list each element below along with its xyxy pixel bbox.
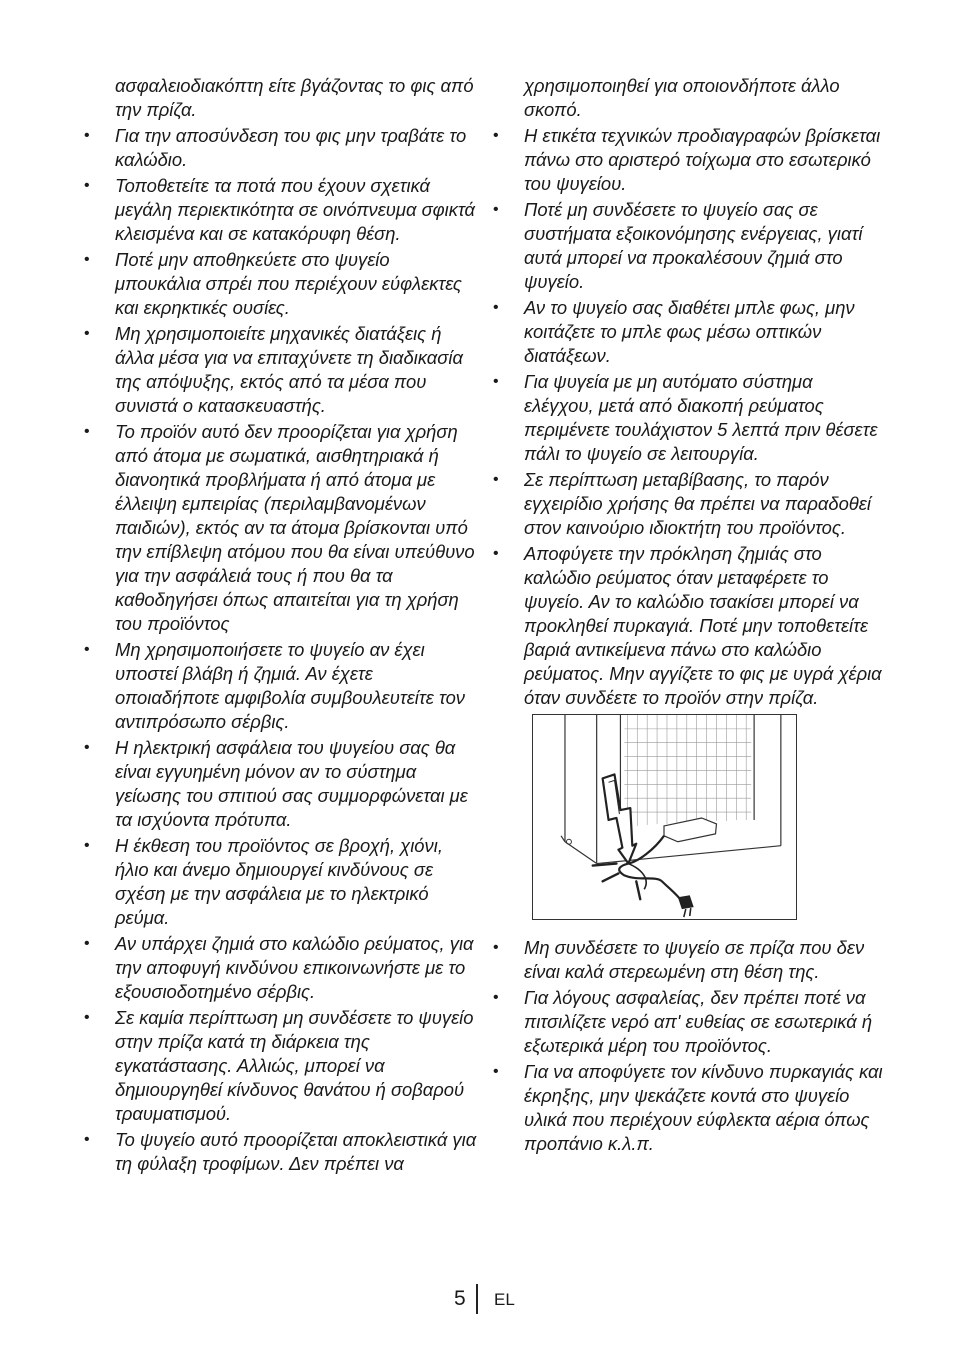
list-item-text: Σε περίπτωση μεταβίβασης, το παρόν εγχειρίδιο χρήσης θα πρέπει να παραδοθεί στον καινούριο ιδιοκτήτη του προϊόντος. bbox=[524, 469, 871, 538]
bullet-icon: • bbox=[493, 939, 499, 956]
bullet-icon: • bbox=[493, 373, 499, 390]
list-item-text: χρησιμοποιηθεί για οποιονδήποτε άλλο σκοπό. bbox=[524, 75, 840, 120]
list-item-text: Η ετικέτα τεχνικών προδιαγραφών βρίσκεται πάνω στο αριστερό τοίχωμα στο εσωτερικό του ψυγείου. bbox=[524, 125, 881, 194]
bullet-icon: • bbox=[84, 177, 90, 194]
list-item bbox=[491, 468, 886, 540]
bullet-icon: • bbox=[84, 127, 90, 144]
power-cord-drawing bbox=[533, 715, 796, 919]
list-item bbox=[82, 248, 477, 320]
bullet-icon: • bbox=[84, 1131, 90, 1148]
list-item-text: Αν υπάρχει ζημιά στο καλώδιο ρεύματος, για την αποφυγή κινδύνου επικοινωνήστε με το εξουσιοδοτημένο σέρβις. bbox=[115, 933, 474, 1002]
list-item-text: Για να αποφύγετε τον κίνδυνο πυρκαγιάς και έκρηξης, μην ψεκάζετε κοντά στο ψυγείο υλικά που περιέχουν εύφλεκτα αέρια όπως προπάνιο κ.λ.π. bbox=[524, 1061, 883, 1154]
list-item-text: Αν το ψυγείο σας διαθέτει μπλε φως, μην κοιτάζετε το μπλε φως μέσω οπτικών διατάξεων. bbox=[524, 297, 855, 366]
list-item-text: Μη χρησιμοποιήσετε το ψυγείο αν έχει υποστεί βλάβη ή ζημιά. Αν έχετε οποιαδήποτε αμφιβολία συμβουλευτείτε τον αντιπρόσωπο σέρβις. bbox=[115, 639, 465, 732]
list-item bbox=[491, 74, 886, 122]
page-footer bbox=[0, 1284, 954, 1314]
list-item bbox=[491, 936, 886, 984]
list-item-text: Τοποθετείτε τα ποτά που έχουν σχετικά μεγάλη περιεκτικότητα σε οινόπνευμα σφικτά κλεισμένα και σε κατακόρυφη θέση. bbox=[115, 175, 476, 244]
list-item bbox=[82, 1006, 477, 1126]
list-item bbox=[491, 124, 886, 196]
list-item-text: Για λόγους ασφαλείας, δεν πρέπει ποτέ να πιτσιλίζετε νερό απ' ευθείας σε εσωτερικά ή εξωτερικά μέρη του προϊόντος. bbox=[524, 987, 873, 1056]
list-item bbox=[491, 296, 886, 368]
page-number: 5 bbox=[454, 1287, 466, 1310]
list-item bbox=[82, 124, 477, 172]
list-item-text: Η ηλεκτρική ασφάλεια του ψυγείου σας θα είναι εγγυημένη μόνον αν το σύστημα γείωσης του σπιτιού σας συμμορφώνεται με τα ισχύοντα πρότυπα. bbox=[115, 737, 468, 830]
bullet-icon: • bbox=[493, 989, 499, 1006]
list-item-text: ασφαλειοδιακόπτη είτε βγάζοντας το φις από την πρίζα. bbox=[115, 75, 474, 120]
list-item bbox=[82, 322, 477, 418]
right-column bbox=[491, 74, 886, 1158]
bullet-icon: • bbox=[84, 935, 90, 952]
list-item bbox=[491, 542, 886, 710]
list-item bbox=[491, 986, 886, 1058]
list-item-text: Για την αποσύνδεση του φις μην τραβάτε το καλώδιο. bbox=[115, 125, 467, 170]
footer-divider bbox=[476, 1284, 478, 1314]
list-item-text: Ποτέ μη συνδέσετε το ψυγείο σας σε συστήματα εξοικονόμησης ενέργειας, γιατί αυτά μπορεί να προκαλέσουν ζημιά στο ψυγείο. bbox=[524, 199, 863, 292]
bullet-icon: • bbox=[493, 127, 499, 144]
left-column bbox=[82, 74, 477, 1178]
list-item-text: Σε καμία περίπτωση μη συνδέσετε το ψυγείο στην πρίζα κατά τη διάρκεια της εγκατάστασης. Αλλιώς, μπορεί να δημιουργηθεί κίνδυνος θανάτου ή σοβαρού τραυματισμού. bbox=[115, 1007, 474, 1124]
list-item bbox=[82, 420, 477, 636]
bullet-icon: • bbox=[493, 545, 499, 562]
list-item-text: Ποτέ μην αποθηκεύετε στο ψυγείο μπουκάλια σπρέι που περιέχουν εύφλεκτες και εκρηκτικές ουσίες. bbox=[115, 249, 462, 318]
list-item bbox=[491, 370, 886, 466]
list-item bbox=[491, 198, 886, 294]
right-items-bottom bbox=[491, 936, 886, 1156]
bullet-icon: • bbox=[84, 1009, 90, 1026]
bullet-icon: • bbox=[84, 739, 90, 756]
list-item bbox=[82, 736, 477, 832]
list-item-text: Μη χρησιμοποιείτε μηχανικές διατάξεις ή άλλα μέσα για να επιταχύνετε τη διαδικασία της απόψυξης, εκτός από τα μέσα που συνιστά ο κατασκευαστής. bbox=[115, 323, 463, 416]
list-item bbox=[82, 74, 477, 122]
bullet-icon: • bbox=[84, 641, 90, 658]
bullet-icon: • bbox=[493, 201, 499, 218]
list-item bbox=[82, 174, 477, 246]
bullet-icon: • bbox=[84, 325, 90, 342]
list-item-text: Η έκθεση του προϊόντος σε βροχή, χιόνι, ήλιο και άνεμο δημιουργεί κινδύνους σε σχέση με την ασφάλεια με το ηλεκτρικό ρεύμα. bbox=[115, 835, 443, 928]
bullet-icon: • bbox=[84, 251, 90, 268]
bullet-icon: • bbox=[84, 837, 90, 854]
list-item-text: Αποφύγετε την πρόκληση ζημιάς στο καλώδιο ρεύματος όταν μεταφέρετε το ψυγείο. Αν το καλώδιο τσακίσει μπορεί να προκληθεί πυρκαγιά. Ποτέ μην τοποθετείτε βαριά αντικείμενα πάνω στο καλώδιο ρεύματος. Μην αγγίζετε το φις με υγρά χέρια όταν συνδέετε το προϊόν στην πρίζα. bbox=[524, 543, 882, 708]
list-item-text: Για ψυγεία με μη αυτόματο σύστημα ελέγχου, μετά από διακοπή ρεύματος περιμένετε τουλάχιστον 5 λεπτά πριν θέσετε πάλι το ψυγείο σε λειτουργία. bbox=[524, 371, 878, 464]
bullet-icon: • bbox=[84, 423, 90, 440]
power-cord-illustration bbox=[532, 714, 797, 920]
bullet-icon: • bbox=[493, 299, 499, 316]
list-item bbox=[82, 638, 477, 734]
bullet-icon: • bbox=[493, 471, 499, 488]
list-item-text: Το ψυγείο αυτό προορίζεται αποκλειστικά για τη φύλαξη τροφίμων. Δεν πρέπει να bbox=[115, 1129, 477, 1174]
list-item bbox=[82, 932, 477, 1004]
list-item-text: Το προϊόν αυτό δεν προορίζεται για χρήση από άτομα με σωματικά, αισθητηριακά ή διανοητικά προβλήματα ή από άτομα με έλλειψη εμπειρίας (περιλαμβανομένων παιδιών), εκτός αν τα άτομα βρίσκονται υπό την επίβλεψη ατόμου που θα είναι υπεύθυνο για την ασφάλειά τους ή που θα τα καθοδηγήσει όπως απαιτείται για τη χρήση του προϊόντος bbox=[115, 421, 475, 634]
list-item-text: Μη συνδέσετε το ψυγείο σε πρίζα που δεν είναι καλά στερεωμένη στη θέση της. bbox=[524, 937, 865, 982]
list-item bbox=[82, 1128, 477, 1176]
language-code: EL bbox=[494, 1290, 515, 1309]
bullet-icon: • bbox=[493, 1063, 499, 1080]
list-item bbox=[82, 834, 477, 930]
right-items-top bbox=[491, 74, 886, 710]
list-item bbox=[491, 1060, 886, 1156]
